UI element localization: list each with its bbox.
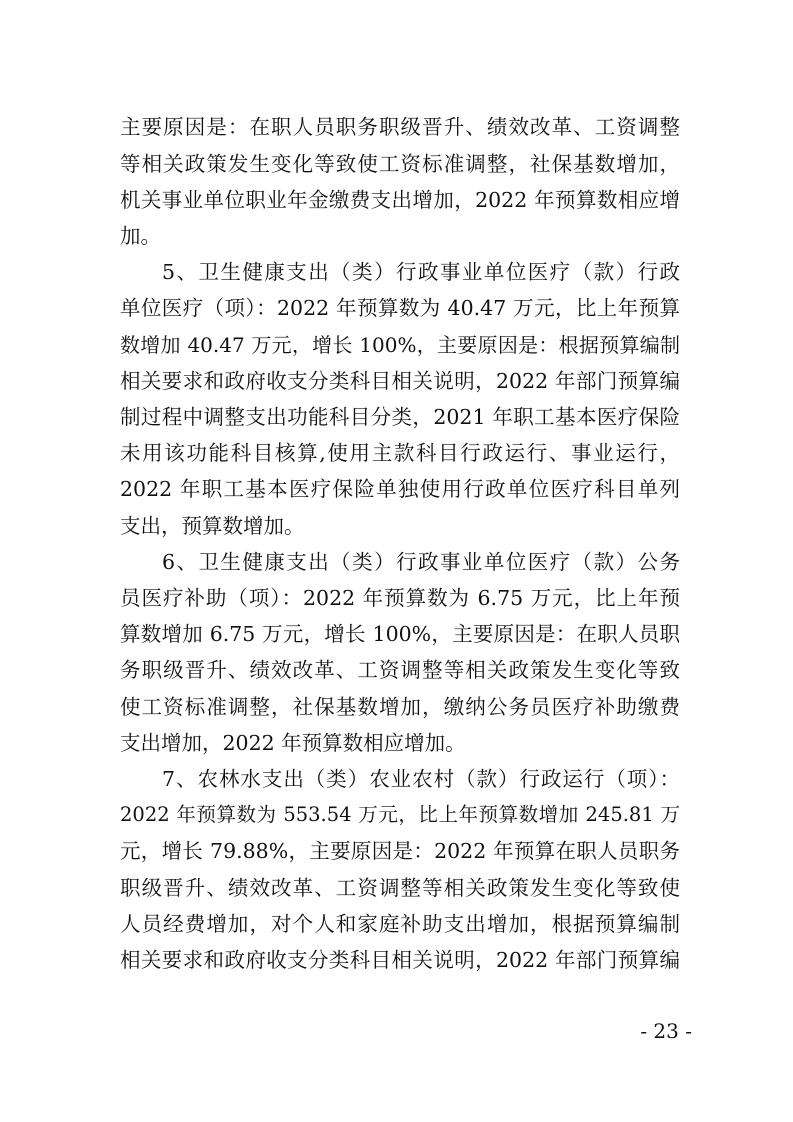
text-line: 加。 [120,224,161,248]
text-line: 主要原因是：在职人员职务职级晋升、绩效改革、工资调整 [120,115,680,139]
text-line: 2022 年职工基本医疗保险单独使用行政单位医疗科目单列 [120,477,680,501]
text-line: 单位医疗（项）：2022 年预算数为 40.47 万元，比上年预算 [120,296,680,320]
text-line: 算数增加 6.75 万元，增长 100%，主要原因是：在职人员职 [120,622,680,646]
text-line: 务职级晋升、绩效改革、工资调整等相关政策发生变化等致 [120,658,680,682]
text-line: 2022 年预算数为 553.54 万元，比上年预算数增加 245.81 万 [120,803,680,826]
text-line: 未用该功能科目核算,使用主款科目行政运行、事业运行， [120,441,680,465]
paragraph-5-first-line: 5、卫生健康支出（类）行政事业单位医疗（款）行政 [162,260,680,284]
paragraph-6-first-line: 6、卫生健康支出（类）行政事业单位医疗（款）公务 [162,550,680,574]
text-line: 等相关政策发生变化等致使工资标准调整，社保基数增加， [120,152,680,176]
paragraph-7-first-line: 7、农林水支出（类）农业农村（款）行政运行（项）： [162,767,680,791]
text-line: 相关要求和政府收支分类科目相关说明，2022 年部门预算编 [120,369,680,393]
text-line: 制过程中调整支出功能科目分类，2021 年职工基本医疗保险 [120,405,680,429]
page-number: - 23 - [640,1019,692,1043]
text-line: 元，增长 79.88%，主要原因是：2022 年预算在职人员职务 [120,839,680,863]
text-line: 支出，预算数增加。 [120,514,305,538]
text-line: 机关事业单位职业年金缴费支出增加，2022 年预算数相应增 [120,188,680,212]
text-line: 人员经费增加，对个人和家庭补助支出增加，根据预算编制 [120,912,680,936]
text-line: 相关要求和政府收支分类科目相关说明，2022 年部门预算编 [120,948,680,972]
text-line: 员医疗补助（项）：2022 年预算数为 6.75 万元，比上年预 [120,586,680,610]
text-line: 支出增加，2022 年预算数相应增加。 [120,731,466,755]
text-line: 使工资标准调整，社保基数增加，缴纳公务员医疗补助缴费 [120,695,680,719]
text-line: 职级晋升、绩效改革、工资调整等相关政策发生变化等致使 [120,876,680,900]
text-line: 数增加 40.47 万元，增长 100%，主要原因是：根据预算编制 [120,333,680,357]
